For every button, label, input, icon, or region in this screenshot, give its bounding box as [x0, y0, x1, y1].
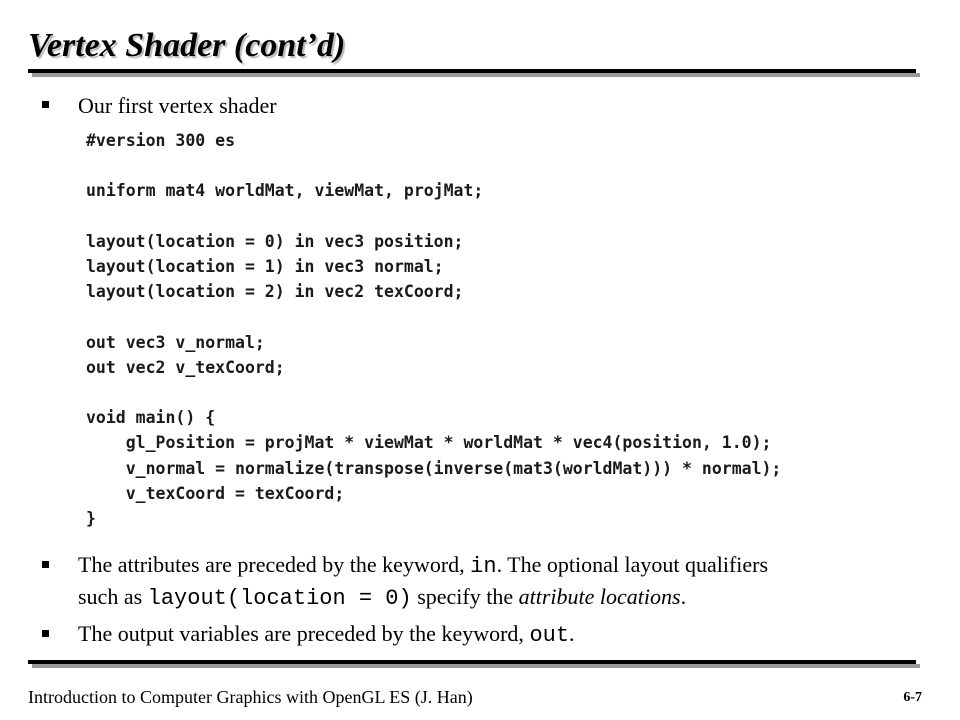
- inline-code-in: in: [470, 554, 497, 579]
- bullet-marker: [42, 101, 49, 108]
- code-line: uniform mat4 worldMat, viewMat, projMat;: [86, 181, 484, 201]
- code-line: [86, 153, 781, 178]
- inline-code-out: out: [529, 623, 570, 648]
- code-line: void main() {: [86, 408, 216, 428]
- code-line: v_normal = normalize(transpose(inverse(mat3(worldMat))) * normal);: [86, 458, 782, 478]
- bullet-first-vertex-shader: Our first vertex shader: [78, 93, 277, 118]
- code-line: layout(location = 1) in vec3 normal;: [86, 257, 444, 277]
- code-line: [86, 380, 781, 405]
- code-line: out vec3 v_normal;: [86, 332, 265, 352]
- bullet-text-segment: .: [680, 584, 687, 609]
- code-line: [86, 304, 781, 329]
- code-line: }: [86, 509, 96, 529]
- bullet-text-segment: specify the: [411, 584, 519, 609]
- inline-code-layout: layout(location = 0): [147, 586, 412, 611]
- bullet-output-variables: [78, 618, 575, 652]
- page-number: 6-7: [903, 690, 922, 705]
- code-block: [86, 128, 781, 531]
- bullet-text-segment: . The optional layout qualifiers: [496, 552, 769, 577]
- code-line: layout(location = 0) in vec3 position;: [86, 231, 464, 251]
- code-line: #version 300 es: [86, 131, 236, 150]
- bullet-marker: [42, 630, 49, 637]
- code-line: v_texCoord = texCoord;: [86, 483, 345, 503]
- bullet-attributes-line2: [78, 581, 686, 615]
- code-line: [86, 204, 781, 229]
- code-line: gl_Position = projMat * viewMat * worldMat * vec4(position, 1.0);: [86, 433, 772, 453]
- footer-divider: [28, 660, 916, 664]
- bullet-text-segment: such as: [78, 584, 148, 609]
- code-line: layout(location = 2) in vec2 texCoord;: [86, 282, 464, 302]
- bullet-text-segment: .: [569, 621, 575, 646]
- code-line: out vec2 v_texCoord;: [86, 357, 285, 377]
- emphasis-attribute-locations: attribute locations: [518, 584, 681, 609]
- title-divider: [28, 69, 916, 73]
- bullet-attributes-line1: [78, 549, 768, 583]
- bullet-text-segment: The attributes are preceded by the keyword,: [78, 552, 471, 577]
- slide-title: Vertex Shader (cont’d): [28, 27, 346, 64]
- bullet-text-segment: The output variables are preceded by the keyword,: [78, 621, 530, 646]
- footer-text: Introduction to Computer Graphics with OpenGL ES (J. Han): [28, 687, 473, 707]
- bullet-marker: [42, 561, 49, 568]
